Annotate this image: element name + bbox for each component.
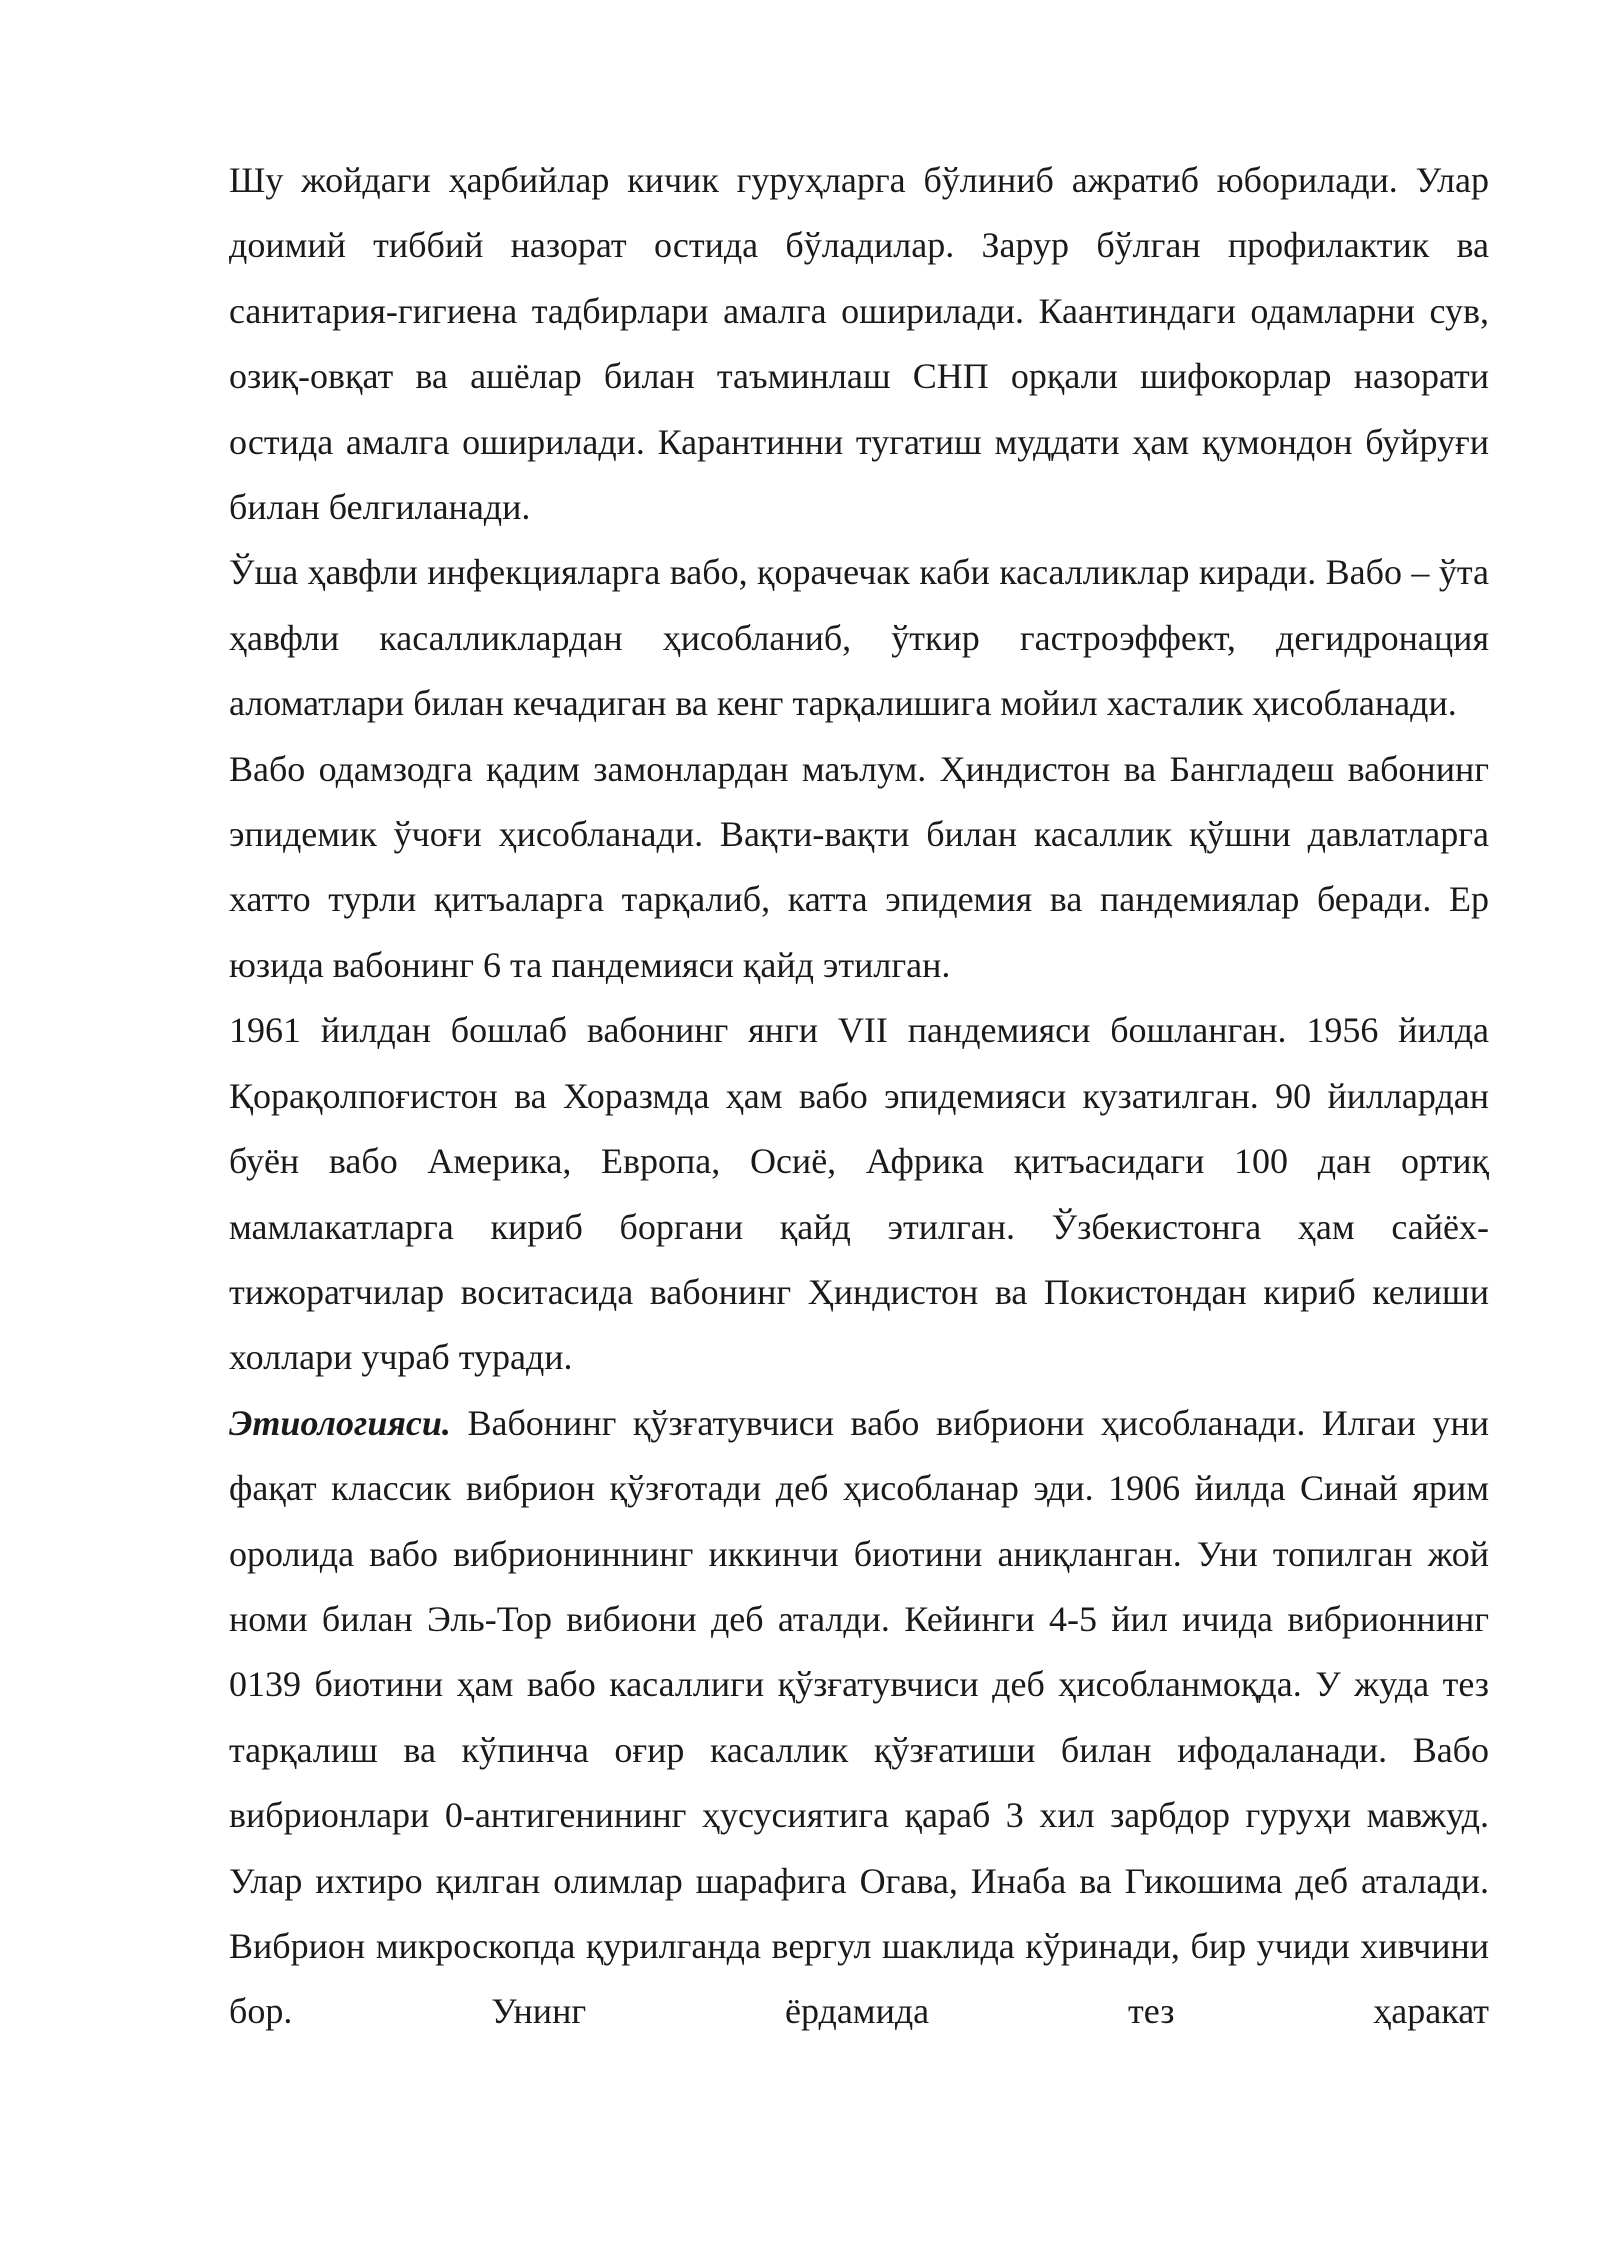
paragraph-text: Вабо одамзодга қадим замонлардан маълум. Ҳиндистон ва Бангладеш вабонинг эпидемик ўчоғи ҳисобланади. Вақти-вақти билан касаллик қўшни давлатларга хатто турли қитъаларга тарқалиб, катта эпидемия ва пандемиялар беради. Ер юзида вабонинг 6 та пандемияси қайд этилган. — [229, 748, 1489, 985]
paragraph-text: 1961 йилдан бошлаб вабонинг янги VII пандемияси бошланган. 1956 йилда Қорақолпоғистон ва Хоразмда ҳам вабо эпидемияси кузатилган. 90 йиллардан буён вабо Америка, Европа, Осиё, Африка қитъасидаги 100 дан ортиқ мамлакатларга кириб боргани қайд этилган. Ўзбекистонга ҳам сайёх-тижоратчилар воситасида вабонинг Ҳиндистон ва Покистондан кириб келиши холлари учраб туради. — [229, 1010, 1489, 1378]
paragraph-text: Ўша ҳавфли инфекцияларга вабо, қорачечак каби касалликлар киради. Вабо – ўта ҳавфли касалликлардан ҳисобланиб, ўткир гастроэффект, дегидронация аломатлари билан кечадиган ва кенг тарқалишига мойил хасталик ҳисобланади. — [229, 552, 1489, 724]
section-heading-etiology: Этиологияси. — [229, 1402, 451, 1443]
paragraph-dangerous-infections — [229, 540, 1489, 736]
paragraph-text: Вабонинг қўзғатувчиси вабо вибриони ҳисобланади. Илгаи уни фақат классик вибрион қўзғотади деб ҳисобланар эди. 1906 йилда Синай ярим оролида вабо вибриониннинг иккинчи биотини аниқланган. Уни топилган жой номи билан Эль-Тор вибиони деб аталди. Кейинги 4-5 йил ичида вибрионнинг 0139 биотини ҳам вабо касаллиги қўзғатувчиси деб ҳисобланмоқда. У жуда тез тарқалиш ва кўпинча оғир касаллик қўзғатиши билан ифодаланади. Вабо вибрионлари 0-антигенининг ҳусусиятига қараб 3 хил зарбдор гуруҳи мавжуд. Улар ихтиро қилган олимлар шарафига Огава, Инаба ва Гикошима деб аталади. Вибрион микроскопда қурилганда вергул шаклида кўринади, бир учиди хивчини бор. Унинг ёрдамида тез ҳаракат — [229, 1402, 1490, 2032]
document-page — [229, 148, 1489, 2045]
paragraph-text: Шу жойдаги ҳарбийлар кичик гуруҳларга бўлиниб ажратиб юборилади. Улар доимий тиббий назорат остида бўладилар. Зарур бўлган профилактик ва санитария-гигиена тадбирлари амалга оширилади. Каантиндаги одамларни сув, озиқ-овқат ва ашёлар билан таъминлаш СНП орқали шифокорлар назорати остида амалга оширилади. Карантинни тугатиш муддати ҳам қумондон буйруғи билан белгиланади. — [229, 160, 1489, 528]
paragraph-quarantine — [229, 148, 1489, 540]
paragraph-history — [229, 737, 1489, 999]
paragraph-pandemic — [229, 998, 1489, 1390]
paragraph-etiology — [229, 1391, 1489, 2045]
